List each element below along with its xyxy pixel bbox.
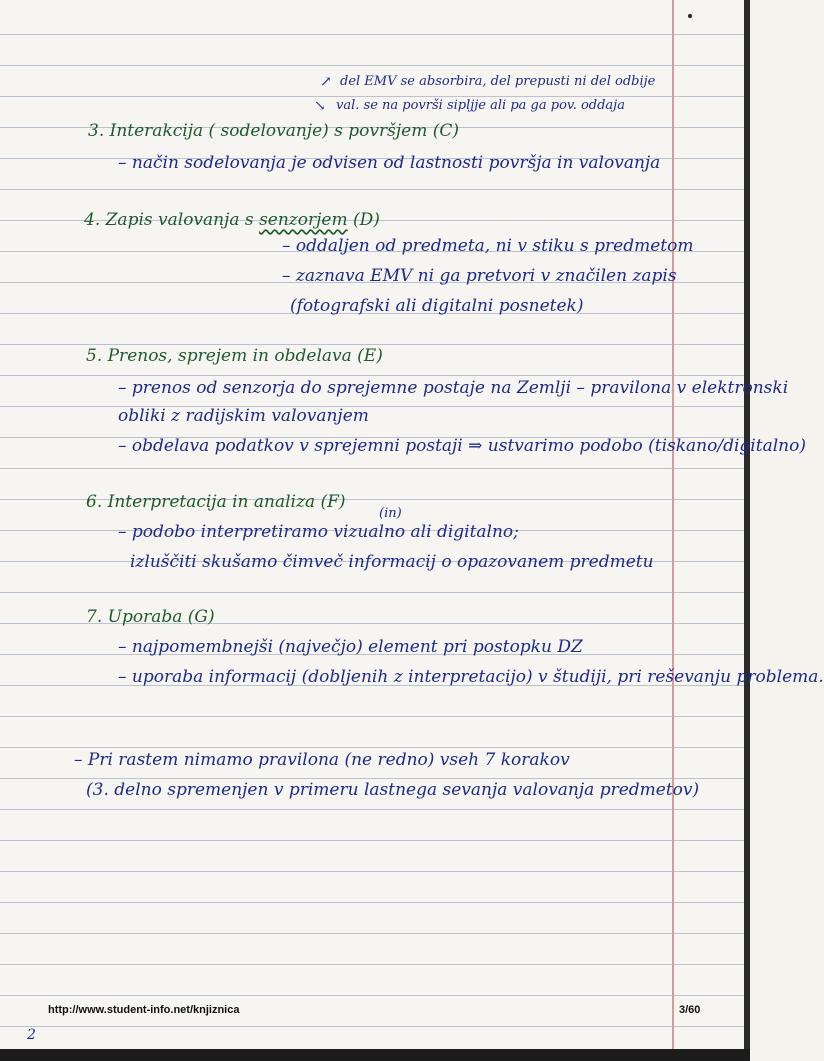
section-3-title: 3. Interakcija ( sodelovanje) s površjem (C) <box>88 121 460 141</box>
footer-url: http://www.student-info.net/knjiznica <box>48 1004 240 1016</box>
final-line-1: – Pri rastem nimamo pravilona (ne redno) vseh 7 korakov <box>74 750 570 770</box>
corner-page-number: 2 <box>27 1027 36 1043</box>
section-4-line-2: – zaznava EMV ni ga pretvori v značilen zapis <box>282 266 677 286</box>
top-note-2: val. se na površi sipljje ali pa ga pov. oddaja <box>336 98 625 113</box>
footer-page-number: 3/60 <box>679 1004 701 1016</box>
section-4-title-senzor: senzorjem <box>259 210 348 230</box>
arrow-up-right-icon: ↗ <box>320 74 332 90</box>
section-4-title <box>84 210 380 230</box>
margin-line <box>672 0 674 1061</box>
section-7-title: 7. Uporaba (G) <box>86 607 215 627</box>
section-4-line-3: (fotografski ali digitalni posnetek) <box>290 296 584 316</box>
section-6-superscript: (in) <box>379 506 402 521</box>
scan-bottom-edge <box>0 1049 750 1061</box>
section-3-line-1: – način sodelovanja je odvisen od lastnosti površja in valovanja <box>118 153 661 173</box>
top-note-1: del EMV se absorbira, del prepusti ni del odbije <box>340 74 656 89</box>
section-5-line-1: – prenos od senzorja do sprejemne postaje na Zemlji – pravilona v elektronski <box>118 378 789 398</box>
section-7-line-1: – najpomembnejši (največjo) element pri postopku DZ <box>118 637 583 657</box>
section-5-line-3: – obdelava podatkov v sprejemni postaji ⇒ ustvarimo podobo (tiskano/digitalno) <box>118 436 806 456</box>
section-7-line-2: – uporaba informacij (dobljenih z interpretacijo) v študiji, pri reševanju problema. <box>118 667 824 687</box>
ink-dot <box>688 14 692 18</box>
page-edge <box>744 0 750 1061</box>
section-4-line-1: – oddaljen od predmeta, ni v stiku s predmetom <box>282 236 694 256</box>
section-6-line-2: izluščiti skušamo čimveč informacij o opazovanem predmetu <box>130 552 654 572</box>
final-line-2: (3. delno spremenjen v primeru lastnega sevanja valovanja predmetov) <box>86 780 700 800</box>
section-5-title: 5. Prenos, sprejem in obdelava (E) <box>86 346 383 366</box>
section-6-title: 6. Interpretacija in analiza (F) <box>86 492 346 512</box>
section-5-line-2: obliki z radijskim valovanjem <box>118 406 369 426</box>
section-4-title-a: 4. Zapis valovanja s <box>84 210 260 230</box>
section-4-title-c: (D) <box>347 210 380 230</box>
arrow-down-right-icon: ↘ <box>314 98 326 114</box>
section-6-line-1: – podobo interpretiramo vizualno ali digitalno; <box>118 522 519 542</box>
